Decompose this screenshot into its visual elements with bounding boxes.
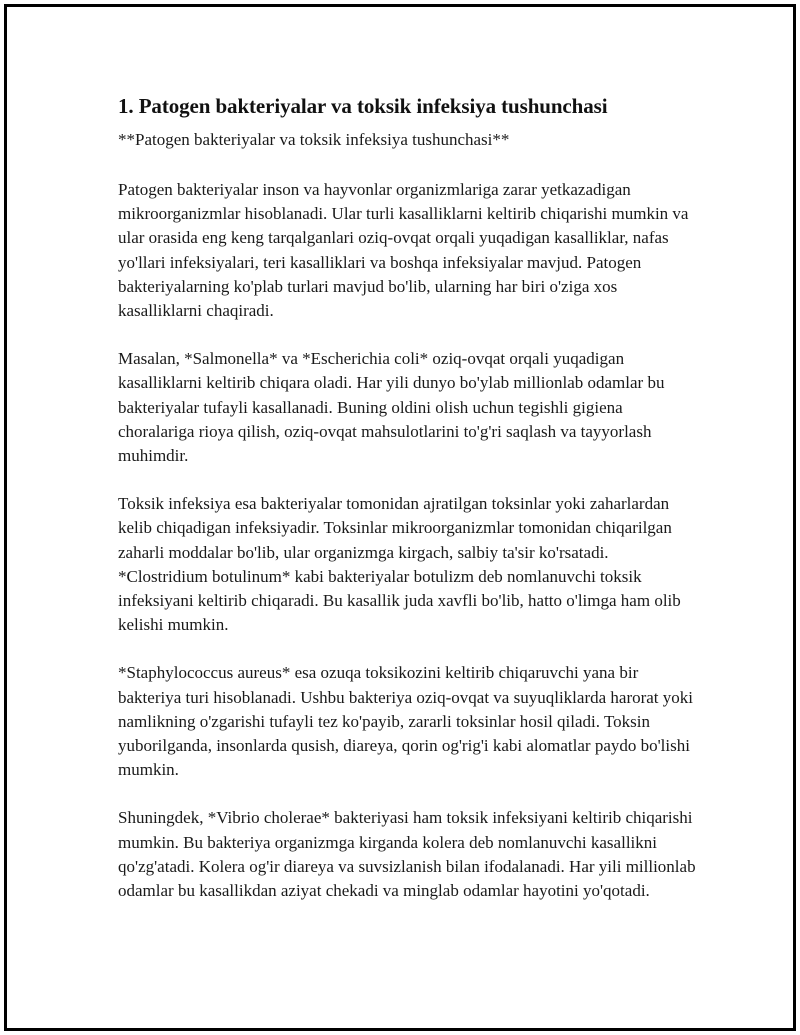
paragraph-staphylococcus: *Staphylococcus aureus* esa ozuqa toksikozini keltirib chiqaruvchi yana bir bakteriya turi hisoblanadi. Ushbu bakteriya oziq-ovqat va suyuqliklarda harorat yoki namlikning o'zgarishi tufayli tez ko'payib, zararli toksinlar hosil qiladi. Toksin yuborilganda, insonlarda qusish, diareya, qorin og'rig'i kabi alomatlar paydo bo'lishi mumkin. [118, 663, 694, 780]
paragraph-salmonella-ecoli: Masalan, *Salmonella* va *Escherichia coli* oziq-ovqat orqali yuqadigan kasalliklarni keltirib chiqara oladi. Har yili dunyo bo'ylab millionlab odamlar bu bakteriyalar tufayli kasallanadi. Buning oldini olish uchun tegishli gigiena choralariga rioya qilish, oziq-ovqat mahsulotlarini to'g'ri saqlash va tayyorlash muhimdir. [118, 349, 665, 466]
paragraph-toxic-infection: Toksik infeksiya esa bakteriyalar tomonidan ajratilgan toksinlar yoki zaharlardan kelib chiqadigan infeksiyadir. Toksinlar mikroorganizmlar tomonidan chiqarilgan zaharli moddalar bo'lib, ular organizmga kirgach, salbiy ta'sir ko'rsatadi. *Clostridium botulinum* kabi bakteriyalar botulizm deb nomlanuvchi toksik infeksiyani keltirib chiqaradi. Bu kasallik juda xavfli bo'lib, hatto o'limga ham olib kelishi mumkin. [118, 494, 681, 635]
paragraph-vibrio-cholerae: Shuningdek, *Vibrio cholerae* bakteriyasi ham toksik infeksiyani keltirib chiqarishi mumkin. Bu bakteriya organizmga kirganda kolera deb nomlanuvchi kasallikni qo'zg'atadi. Kolera og'ir diareya va suvsizlanish bilan ifodalanadi. Har yili millionlab odamlar bu kasallikdan aziyat chekadi va minglab odamlar hayotini yo'qotadi. [118, 808, 696, 901]
section-subheading: **Patogen bakteriyalar va toksik infeksiya tushunchasi** [118, 130, 510, 149]
paragraph-pathogenic-bacteria: Patogen bakteriyalar inson va hayvonlar organizmlariga zarar yetkazadigan mikroorganizmlar hisoblanadi. Ular turli kasalliklarni keltirib chiqarishi mumkin va ular orasida eng keng tarqalganlari oziq-ovqat orqali yuqadigan kasalliklar, nafas yo'llari infeksiyalari, teri kasalliklari va boshqa infeksiyalar mavjud. Patogen bakteriyalarning ko'plab turlari mavjud bo'lib, ularning har biri o'ziga xos kasalliklarni chaqiradi. [118, 180, 689, 321]
section-heading: 1. Patogen bakteriyalar va toksik infeksiya tushunchasi [118, 94, 608, 118]
document-body [118, 92, 698, 927]
